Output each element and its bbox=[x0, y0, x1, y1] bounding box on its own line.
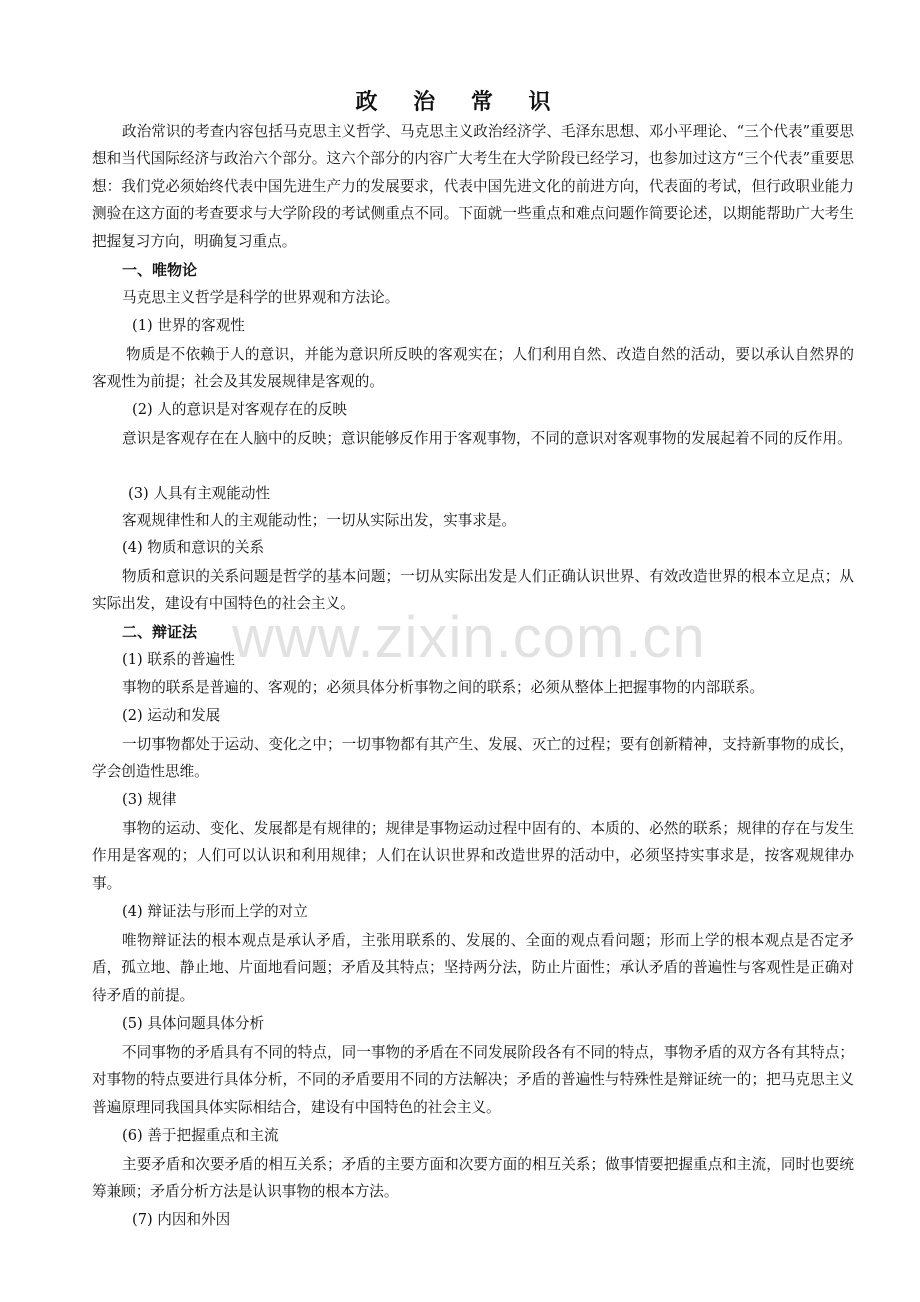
item-title: (7) 内因和外因 bbox=[132, 1211, 231, 1228]
watermark: www.zixin.com.cn bbox=[232, 605, 706, 670]
section-heading-materialism: 一、唯物论 bbox=[122, 261, 198, 279]
item-title: (1) 世界的客观性 bbox=[132, 317, 245, 334]
item-body: 唯物辩证法的根本观点是承认矛盾，主张用联系的、发展的、全面的观点看问题；形而上学的根本观点是否定矛盾，孤立地、静止地、片面地看问题；矛盾及其特点；坚持两分法，防止片面性；承认矛盾的普遍性与客观性是正确对待矛盾的前提。 bbox=[92, 932, 854, 1004]
section-heading-dialectics: 二、辩证法 bbox=[122, 623, 198, 641]
item-title: (3) 人具有主观能动性 bbox=[128, 485, 271, 502]
item-title: (4) 物质和意识的关系 bbox=[122, 539, 265, 556]
intro-paragraph: 政治常识的考查内容包括马克思主义哲学、马克思主义政治经济学、毛泽东思想、邓小平理论、“三个代表”重要思想和当代国际经济与政治六个部分。这六个部分的内容广大考生在大学阶段已经学习，也参加过这方“三个代表”重要思想：我们党必须始终代表中国先进生产力的发展要求，代表中国先进文化的前进方向，代表面的考试，但行政职业能力测验在这方面的考查要求与大学阶段的考试侧重点不同。下面就一些重点和难点问题作简要论述，以期能帮助广大考生把握复习方向，明确复习重点。 bbox=[92, 123, 854, 250]
item-body: 事物的联系是普遍的、客观的；必须具体分析事物之间的联系；必须从整体上把握事物的内部联系。 bbox=[122, 679, 765, 696]
item-title: (3) 规律 bbox=[122, 791, 177, 808]
item-body: 不同事物的矛盾具有不同的特点，同一事物的矛盾在不同发展阶段各有不同的特点，事物矛盾的双方各有其特点；对事物的特点要进行具体分析，不同的矛盾要用不同的方法解决；矛盾的普遍性与特殊性是辩证统一的；把马克思主义普遍原理同我国具体实际相结合，建设有中国特色的社会主义。 bbox=[92, 1044, 854, 1116]
item-title: (5) 具体问题具体分析 bbox=[122, 1015, 265, 1032]
section-lead: 马克思主义哲学是科学的世界观和方法论。 bbox=[122, 289, 400, 306]
item-body: 主要矛盾和次要矛盾的相互关系；矛盾的主要方面和次要方面的相互关系；做事情要把握重点和主流，同时也要统筹兼顾；矛盾分析方法是认识事物的根本方法。 bbox=[92, 1156, 854, 1201]
item-body: 物质是不依赖于人的意识，并能为意识所反映的客观实在；人们利用自然、改造自然的活动，要以承认自然界的客观性为前提；社会及其发展规律是客观的。 bbox=[92, 346, 854, 391]
item-body: 事物的运动、变化、发展都是有规律的；规律是事物运动过程中固有的、本质的、必然的联系；规律的存在与发生作用是客观的；人们可以认识和利用规律；人们在认识世界和改造世界的活动中，必须坚持实事求是，按客观规律办事。 bbox=[92, 820, 854, 892]
item-body: 意识是客观存在在人脑中的反映；意识能够反作用于客观事物，不同的意识对客观事物的发展起着不同的反作用。 bbox=[122, 430, 852, 447]
item-body: 客观规律性和人的主观能动性；一切从实际出发，实事求是。 bbox=[122, 512, 517, 529]
item-body: 物质和意识的关系问题是哲学的基本问题；一切从实际出发是人们正确认识世界、有效改造世界的根本立足点；从实际出发，建设有中国特色的社会主义。 bbox=[92, 568, 854, 613]
item-title: (4) 辩证法与形而上学的对立 bbox=[122, 903, 308, 920]
page-title: 政 治 常 识 bbox=[355, 89, 565, 115]
item-title: (6) 善于把握重点和主流 bbox=[122, 1127, 279, 1144]
item-title: (2) 人的意识是对客观存在的反映 bbox=[132, 401, 348, 418]
item-title: (2) 运动和发展 bbox=[122, 707, 221, 724]
item-title: (1) 联系的普遍性 bbox=[122, 651, 235, 668]
item-body: 一切事物都处于运动、变化之中；一切事物都有其产生、发展、灭亡的过程；要有创新精神，支持新事物的成长，学会创造性思维。 bbox=[92, 736, 854, 781]
